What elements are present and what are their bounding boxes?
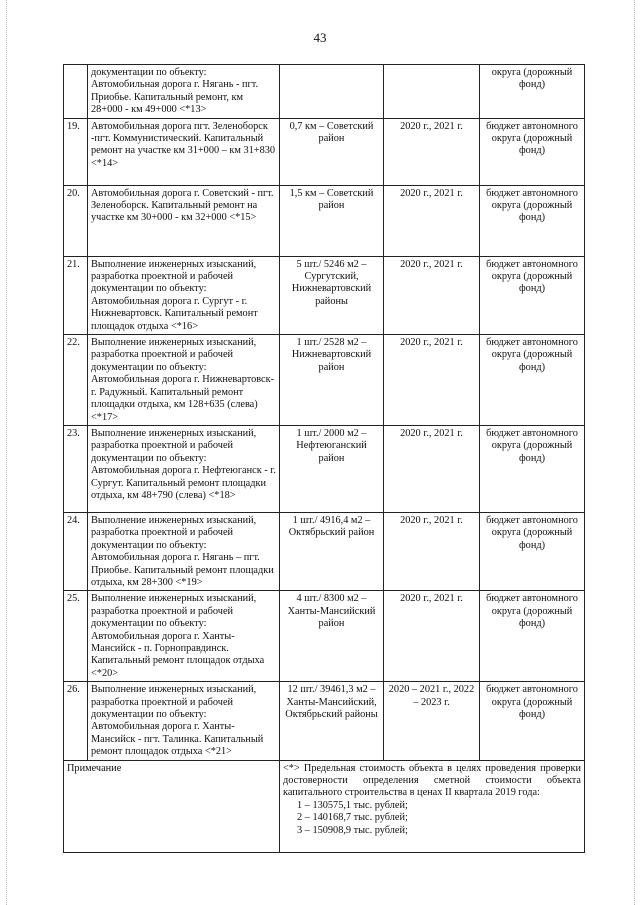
- object-description: Выполнение инженерных изысканий, разработка проектной и рабочей документации по объекту: Автомобильная дорога г. Нижневартовск-г. Радужный. Капитальный ремонт площадки отдыха, км 128+635 (слева) <*17>: [88, 335, 280, 426]
- note-label: Примечание: [64, 760, 280, 852]
- row-number: 24.: [64, 512, 88, 590]
- scan-edge-right: [634, 0, 636, 905]
- work-period: 2020 г., 2021 г.: [384, 512, 480, 590]
- note-item: 3 – 150908,9 тыс. рублей;: [297, 824, 408, 836]
- object-description: Автомобильная дорога пгт. Зеленоборск -пгт. Коммунистический. Капитальный ремонт на участке км 31+000 – км 31+830 <*14>: [88, 118, 280, 185]
- object-scope: 0,7 км – Советский район: [280, 118, 384, 185]
- object-description: Выполнение инженерных изысканий, разработка проектной и рабочей документации по объекту: Автомобильная дорога г. Сургут - г. Нижневартовск. Капитальный ремонт площадок отдыха <*16>: [88, 256, 280, 334]
- row-number: 26.: [64, 682, 88, 760]
- object-description: документации по объекту: Автомобильная дорога г. Нягань - пгт. Приобье. Капитальный ремонт, км 28+000 - км 49+000 <*13>: [88, 65, 280, 119]
- row-number: [64, 65, 88, 119]
- table-row: [64, 65, 585, 119]
- table-row: [64, 512, 585, 590]
- page-number: 43: [313, 30, 327, 45]
- row-number: 25.: [64, 591, 88, 682]
- note-item: 2 – 140168,7 тыс. рублей;: [297, 812, 408, 824]
- funding-source: бюджет автономного округа (дорожный фонд): [480, 185, 585, 256]
- note-item: 1 – 130575,1 тыс. рублей;: [297, 799, 408, 811]
- table-row: [64, 335, 585, 426]
- object-scope: 5 шт./ 5246 м2 – Сургутский, Нижневартовский районы: [280, 256, 384, 334]
- object-scope: 1 шт./ 2528 м2 – Нижневартовский район: [280, 335, 384, 426]
- work-period: 2020 – 2021 г., 2022 – 2023 г.: [384, 682, 480, 760]
- object-description: Выполнение инженерных изысканий, разработка проектной и рабочей документации по объекту: Автомобильная дорога г. Ханты-Мансийск - п. Горноправдинск. Капитальный ремонт площадок отдыха <*20>: [88, 591, 280, 682]
- row-number: 20.: [64, 185, 88, 256]
- object-description: Автомобильная дорога г. Советский - пгт. Зеленоборск. Капитальный ремонт на участке км 30+000 - км 32+000 <*15>: [88, 185, 280, 256]
- funding-source: бюджет автономного округа (дорожный фонд): [480, 425, 585, 512]
- work-period: 2020 г., 2021 г.: [384, 185, 480, 256]
- work-period: 2020 г., 2021 г.: [384, 256, 480, 334]
- object-scope: 4 шт./ 8300 м2 – Ханты-Мансийский район: [280, 591, 384, 682]
- funding-source: бюджет автономного округа (дорожный фонд): [480, 335, 585, 426]
- funding-source: бюджет автономного округа (дорожный фонд): [480, 256, 585, 334]
- note-list: [283, 800, 581, 837]
- row-number: 23.: [64, 425, 88, 512]
- funding-source: бюджет автономного округа (дорожный фонд): [480, 591, 585, 682]
- table-row: [64, 185, 585, 256]
- work-period: [384, 65, 480, 119]
- work-period: 2020 г., 2021 г.: [384, 591, 480, 682]
- objects-table: [63, 64, 585, 853]
- funding-source: бюджет автономного округа (дорожный фонд): [480, 682, 585, 760]
- note-intro: <*> Предельная стоимость объекта в целях проведения проверки достоверности определения сметной стоимости объекта капитального строительства в ценах II квартала 2019 года:: [283, 762, 581, 799]
- object-description: Выполнение инженерных изысканий, разработка проектной и рабочей документации по объекту: Автомобильная дорога г. Нефтеюганск - г. Сургут. Капитальный ремонт площадки отдыха, км 48+790 (слева) <*18>: [88, 425, 280, 512]
- table-row: [64, 425, 585, 512]
- scan-edge-left: [6, 0, 8, 905]
- funding-source: бюджет автономного округа (дорожный фонд): [480, 512, 585, 590]
- work-period: 2020 г., 2021 г.: [384, 118, 480, 185]
- note-row: [64, 760, 585, 852]
- object-scope: 1 шт./ 2000 м2 – Нефтеюганский район: [280, 425, 384, 512]
- note-body: [280, 760, 585, 852]
- row-number: 21.: [64, 256, 88, 334]
- funding-source: округа (дорожный фонд): [480, 65, 585, 119]
- object-scope: [280, 65, 384, 119]
- object-scope: 1,5 км – Советский район: [280, 185, 384, 256]
- object-scope: 1 шт./ 4916,4 м2 – Октябрьский район: [280, 512, 384, 590]
- object-scope: 12 шт./ 39461,3 м2 – Ханты-Мансийский, Октябрьский районы: [280, 682, 384, 760]
- table-row: [64, 256, 585, 334]
- work-period: 2020 г., 2021 г.: [384, 335, 480, 426]
- object-description: Выполнение инженерных изысканий, разработка проектной и рабочей документации по объекту: Автомобильная дорога г. Ханты-Мансийск - пгт. Талинка. Капитальный ремонт площадок отдыха <*21>: [88, 682, 280, 760]
- work-period: 2020 г., 2021 г.: [384, 425, 480, 512]
- table-row: [64, 118, 585, 185]
- row-number: 19.: [64, 118, 88, 185]
- funding-source: бюджет автономного округа (дорожный фонд): [480, 118, 585, 185]
- table-row: [64, 682, 585, 760]
- object-description: Выполнение инженерных изысканий, разработка проектной и рабочей документации по объекту: Автомобильная дорога г. Нягань – пгт. Приобье. Капитальный ремонт площадки отдыха, км 28+300 <*19>: [88, 512, 280, 590]
- table-row: [64, 591, 585, 682]
- row-number: 22.: [64, 335, 88, 426]
